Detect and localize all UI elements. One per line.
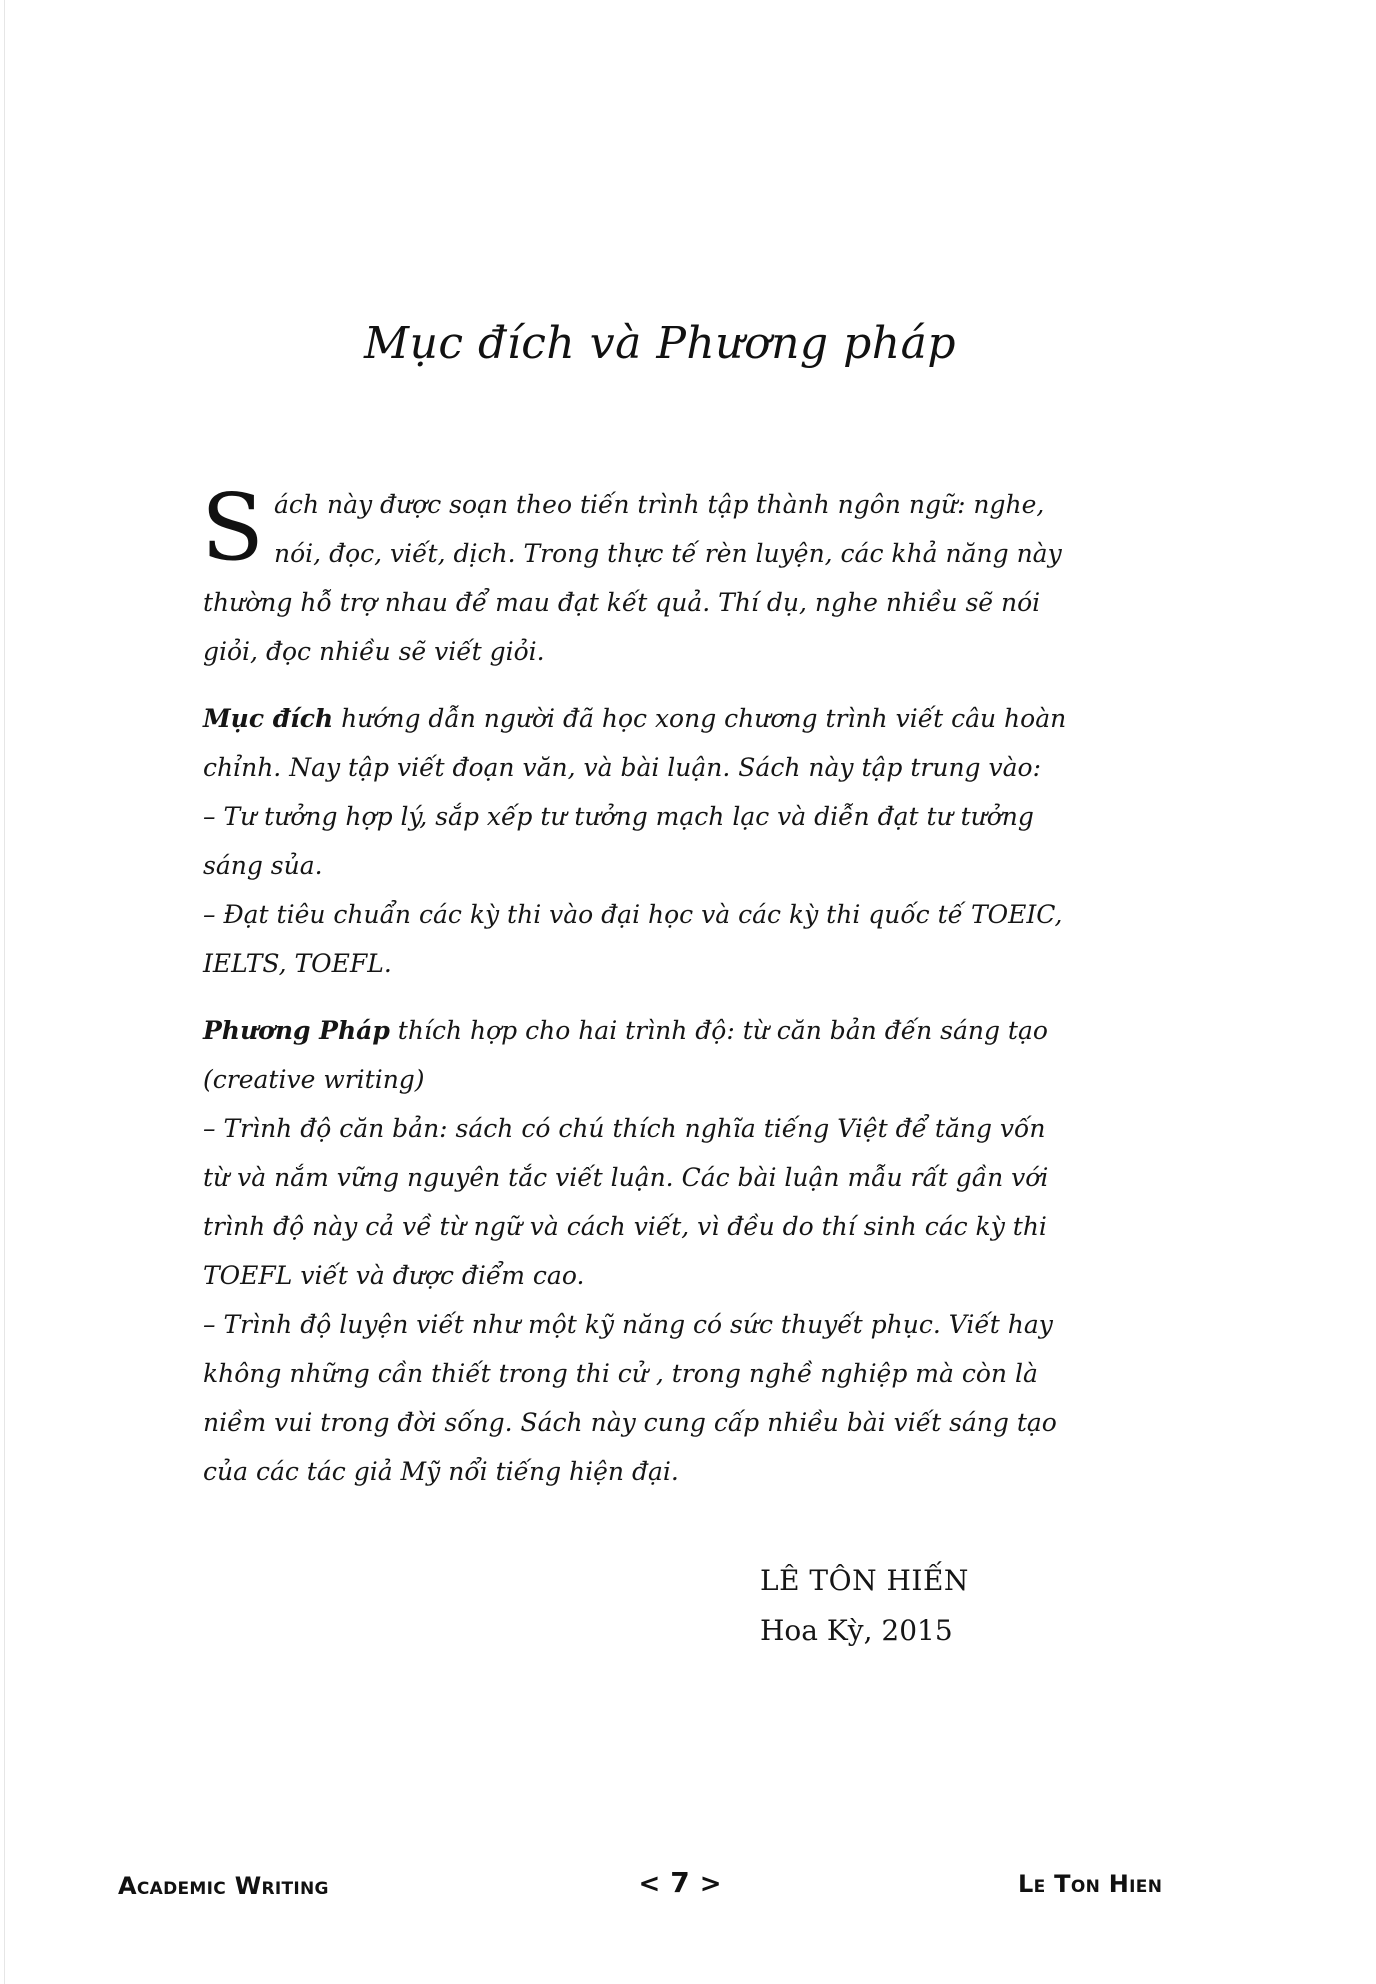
purpose-line: – Tư tưởng hợp lý, sắp xếp tư tưởng mạch lạc và diễn đạt tư tưởng [203,802,1034,831]
method-paragraph [203,1006,1103,1496]
left-arrow-icon: < [638,1869,661,1899]
intro-line: giỏi, đọc nhiều sẽ viết giỏi. [203,637,545,666]
method-line: từ và nắm vững nguyên tắc viết luận. Các bài luận mẫu rất gần với [203,1163,1049,1192]
purpose-lead: Mục đích [203,704,334,733]
method-line: – Trình độ căn bản: sách có chú thích nghĩa tiếng Việt để tăng vốn [203,1114,1046,1143]
page-footer [0,1866,1376,1906]
purpose-line [203,694,1103,743]
purpose-line: sáng sủa. [203,851,323,880]
right-arrow-icon: > [699,1869,722,1899]
method-line: niềm vui trong đời sống. Sách này cung cấp nhiều bài viết sáng tạo [203,1408,1057,1437]
purpose-line-text: hướng dẫn người đã học xong chương trình viết câu hoàn [341,704,1067,733]
page-title: Mục đích và Phương pháp [364,318,956,369]
purpose-line: – Đạt tiêu chuẩn các kỳ thi vào đại học và các kỳ thi quốc tế TOEIC, [203,900,1063,929]
intro-line: ách này được soạn theo tiến trình tập thành ngôn ngữ: nghe, [274,490,1045,519]
signature-block [760,1556,969,1656]
purpose-line: chỉnh. Nay tập viết đoạn văn, và bài luận. Sách này tập trung vào: [203,753,1042,782]
intro-line: nói, đọc, viết, dịch. Trong thực tế rèn luyện, các khả năng này [274,539,1062,568]
method-line: TOEFL viết và được điểm cao. [203,1261,585,1290]
drop-cap: S [201,474,265,581]
method-line: (creative writing) [203,1065,425,1094]
method-line: không những cần thiết trong thi cử , trong nghề nghiệp mà còn là [203,1359,1038,1388]
footer-author: Le Ton Hien [1018,1870,1163,1898]
method-line: của các tác giả Mỹ nổi tiếng hiện đại. [203,1457,679,1486]
method-line: trình độ này cả về từ ngữ và cách viết, vì đều do thí sinh các kỳ thi [203,1212,1047,1241]
footer-book-title: Academic Writing [118,1872,329,1900]
body-text [201,474,1103,1514]
method-line [203,1006,1103,1055]
intro-paragraph [201,474,1103,676]
intro-line: thường hỗ trợ nhau để mau đạt kết quả. Thí dụ, nghe nhiều sẽ nói [203,588,1041,617]
footer-page-indicator [612,1866,748,1899]
method-line-text: thích hợp cho hai trình độ: từ căn bản đến sáng tạo [397,1016,1048,1045]
purpose-paragraph [203,694,1103,988]
purpose-line: IELTS, TOEFL. [203,949,392,978]
method-lead: Phương Pháp [203,1016,390,1045]
signature-place-year: Hoa Kỳ, 2015 [760,1614,953,1647]
author-signature-name: LÊ TÔN HIẾN [760,1564,969,1597]
method-line: – Trình độ luyện viết như một kỹ năng có sức thuyết phục. Viết hay [203,1310,1053,1339]
page-number: 7 [670,1866,690,1899]
page-edge [4,0,5,1984]
